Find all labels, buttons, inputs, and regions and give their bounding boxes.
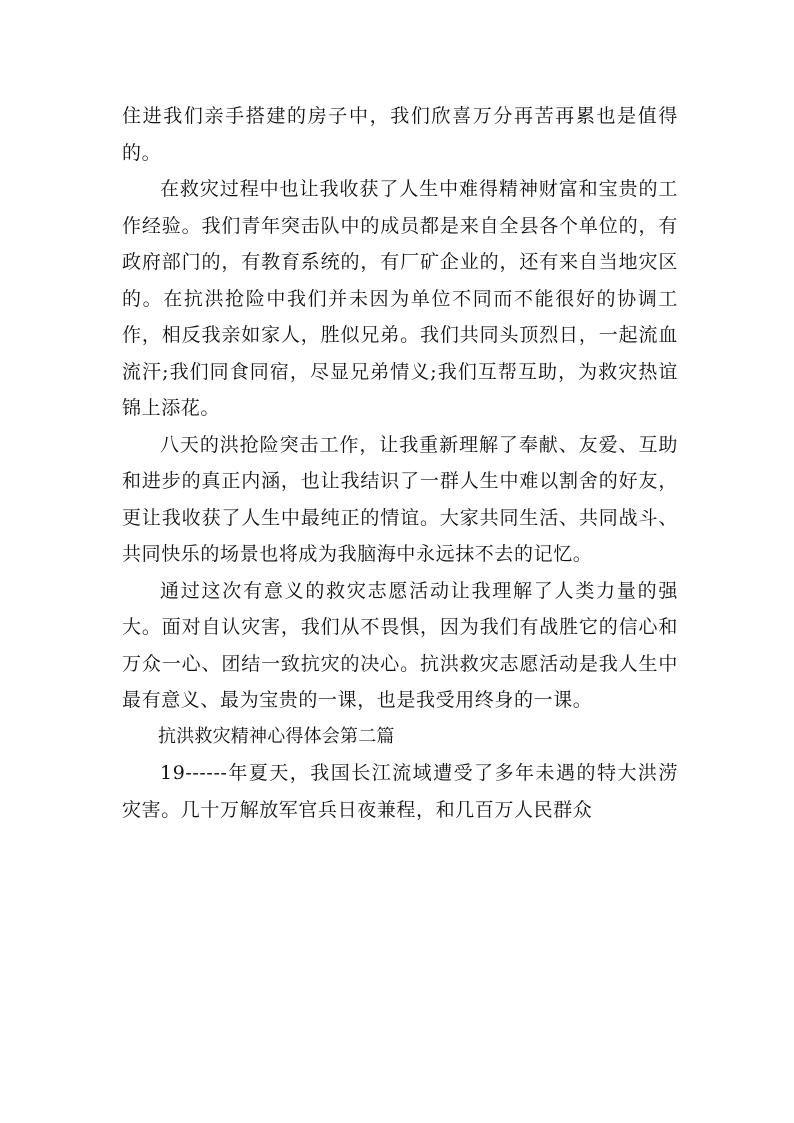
paragraph-summer-flood-intro: 19------年夏天，我国长江流域遭受了多年未遇的特大洪涝灾害。几十万解放军官兵日夜兼程，和几百万人民群众 [122, 762, 678, 821]
paragraph-disaster-relief-experience: 在救灾过程中也让我收获了人生中难得精神财富和宝贵的工作经验。我们青年突击队中的成员都是来自全县各个单位的，有政府部门的，有教育系统的，有厂矿企业的，还有来自当地灾区的。在抗洪抢险中我们并未因为单位不同而不能很好的协调工作，相反我亲如家人，胜似兄弟。我们共同头顶烈日，一起流血流汗;我们同食同宿，尽显兄弟情义;我们互帮互助，为救灾热谊锦上添花。 [122, 178, 678, 419]
paragraph-continued-from-previous-page: 住进我们亲手搭建的房子中，我们欣喜万分再苦再累也是值得的。 [122, 105, 678, 164]
paragraph-meaningful-volunteer-activity: 通过这次有意义的救灾志愿活动让我理解了人类力量的强大。面对自认灾害，我们从不畏惧，因为我们有战胜它的信心和万众一心、团结一致抗灾的决心。抗洪救灾志愿活动是我人生中最有意义、最为宝贵的一课，也是我受用终身的一课。 [122, 579, 678, 711]
paragraph-eight-days-flood-work: 八天的洪抢险突击工作，让我重新理解了奉献、友爱、互助和进步的真正内涵，也让我结识了一群人生中难以割舍的好友，更让我收获了人生中最纯正的情谊。大家共同生活、共同战斗、共同快乐的场景也将成为我脑海中永远抹不去的记忆。 [122, 433, 678, 565]
section-heading-second-article: 抗洪救灾精神心得体会第二篇 [158, 725, 395, 747]
document-body [122, 98, 678, 828]
